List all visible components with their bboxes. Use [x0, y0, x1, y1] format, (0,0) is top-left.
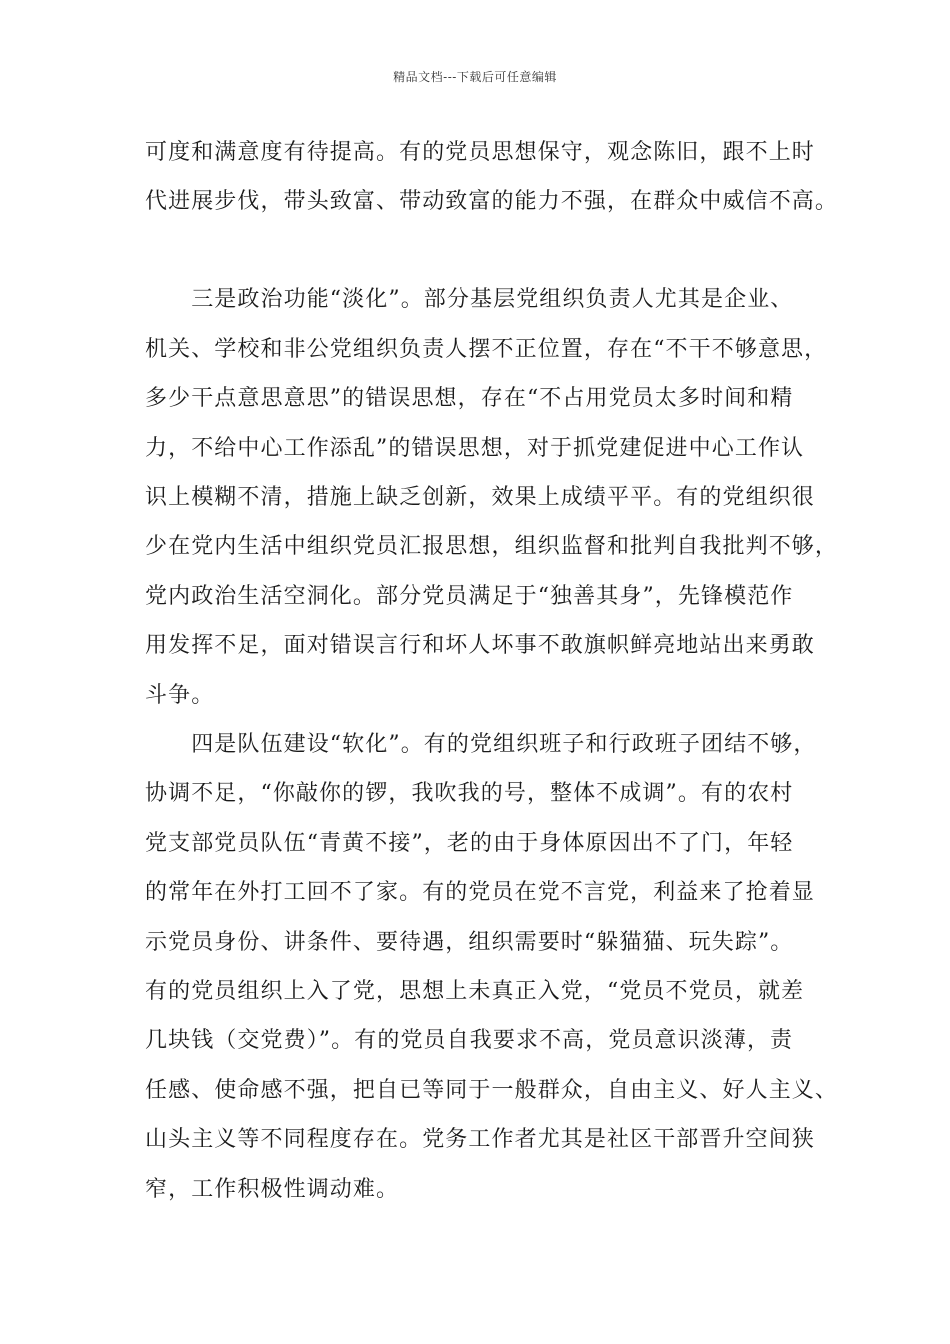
paragraph-3-line: 少在党内生活中组织党员汇报思想，组织监督和批判自我批判不够，: [145, 534, 839, 559]
paragraph-3-line: 多少干点意思意思”的错误思想，存在“不占用党员太多时间和精: [145, 386, 794, 411]
paragraph-3-line: 三是政治功能“淡化”。部分基层党组织负责人尤其是企业、: [145, 287, 794, 312]
paragraph-4-line: 的常年在外打工回不了家。有的党员在党不言党，利益来了抢着显: [145, 880, 815, 905]
page-header: 精品文档---下载后可任意编辑: [393, 70, 557, 84]
paragraph-3-line: 力，不给中心工作添乱”的错误思想，对于抓党建促进中心工作认: [145, 436, 805, 461]
paragraph-4-line: 协调不足，“你敲你的锣，我吹我的号，整体不成调”。有的农村: [145, 781, 794, 806]
paragraph-3-line: 识上模糊不清，措施上缺乏创新，效果上成绩平平。有的党组织很: [145, 485, 815, 510]
paragraph-4-line: 有的党员组织上入了党，思想上未真正入党，“党员不党员，就差: [145, 979, 805, 1004]
paragraph-4-line: 山头主义等不同程度存在。党务工作者尤其是社区干部晋升空间狭: [145, 1127, 815, 1152]
paragraph-3-line: 用发挥不足，面对错误言行和坏人坏事不敢旗帜鲜亮地站出来勇敢: [145, 633, 815, 658]
paragraph-4-line: 四是队伍建设“软化”。有的党组织班子和行政班子团结不够，: [145, 732, 817, 757]
text-line: 代进展步伐，带头致富、带动致富的能力不强，在群众中威信不高。: [145, 189, 839, 214]
paragraph-3-line: 党内政治生活空洞化。部分党员满足于“独善其身”，先锋模范作: [145, 584, 794, 609]
paragraph-3-line: 机关、学校和非公党组织负责人摆不正位置，存在“不干不够意思，: [145, 337, 828, 362]
text-line: 可度和满意度有待提高。有的党员思想保守，观念陈旧，跟不上时: [145, 140, 815, 165]
paragraph-4-line: 党支部党员队伍“青黄不接”，老的由于身体原因出不了门，年轻: [145, 831, 794, 856]
paragraph-3-line: 斗争。: [145, 683, 215, 708]
paragraph-4-line: 窄，工作积极性调动难。: [145, 1177, 400, 1202]
paragraph-4-line: 示党员身份、讲条件、要待遇，组织需要时“躲猫猫、玩失踪”。: [145, 930, 794, 955]
paragraph-4-line: 任感、使命感不强，把自已等同于一般群众，自由主义、好人主义、: [145, 1078, 839, 1103]
paragraph-4-line: 几块钱（交党费）”。有的党员自我要求不高，党员意识淡薄，责: [145, 1028, 794, 1053]
